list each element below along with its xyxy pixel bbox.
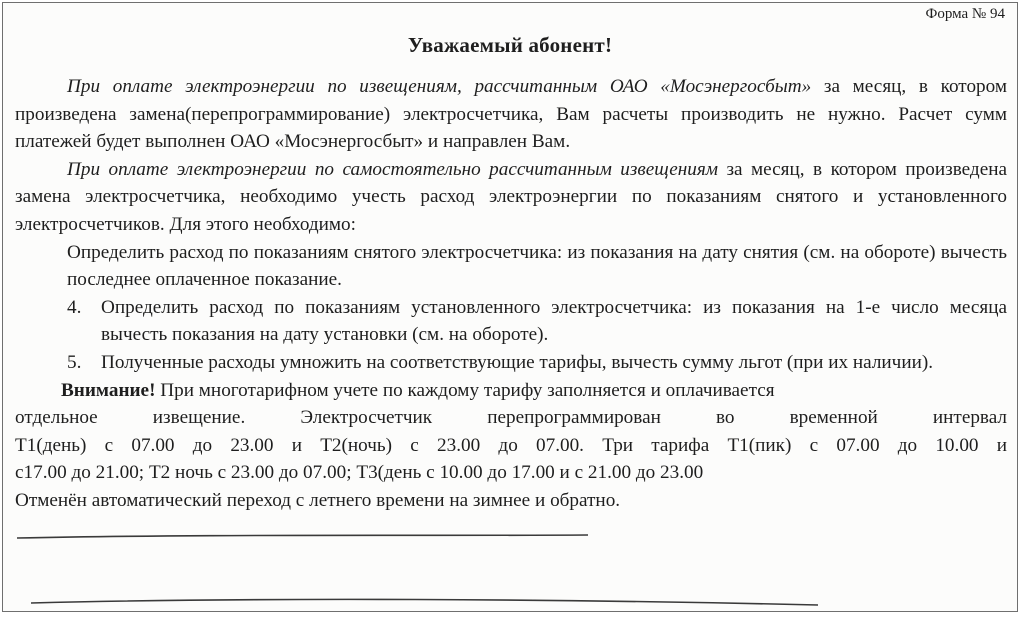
notice-line: отдельное извещение. Электросчетчик перепрограммирован во временной интервал — [15, 407, 1007, 429]
notice-line: Т1(день) с 07.00 до 23.00 и Т2(ночь) с 23.00 до 07.00. Три тарифа Т1(пик) с 07.00 до 10.00 и — [15, 434, 1007, 456]
paragraph-lead-italic: При оплате электроэнергии по самостоятельно рассчитанным извещениям — [67, 158, 718, 180]
step-number: 4. — [67, 296, 82, 318]
notice-line: с17.00 до 21.00; Т2 ночь с 23.00 до 07.00; Т3(день с 10.00 до 17.00 и с 21.00 до 23.00 — [15, 462, 704, 484]
paragraph-text: за месяц, в котором произведена замена электросчетчика, необходимо учесть расход электроэнергии по показаниям снятого и установленного электросчетчиков. Для этого необходимо: — [15, 158, 1007, 235]
step-text: Полученные расходы умножить на соответствующие тарифы, вычесть сумму льгот (при их наличии). — [101, 351, 934, 373]
paragraph-self-calculated — [15, 156, 1007, 239]
document-body — [15, 73, 1007, 515]
step-number: 5. — [67, 351, 82, 373]
paragraph-text: за месяц, в котором произведена замена(перепрограммирование) электросчетчика, Вам расчеты производить не нужно. Расчет сумм платежей будет выполнен ОАО «Мосэнергосбыт» и направлен Вам. — [15, 76, 1007, 153]
paragraph-prepared-invoices — [15, 73, 1007, 156]
form-number: Форма № 94 — [925, 6, 1005, 22]
notice-block — [15, 377, 1007, 515]
step-text: Определить расход по показаниям установленного электросчетчика: из показания на 1-е число месяца вычесть показания на дату установки (см. на обороте). — [101, 296, 1007, 346]
notice-text: При многотарифном учете по каждому тарифу заполняется и оплачивается — [155, 379, 775, 401]
step-removed-meter: Определить расход по показаниям снятого электросчетчика: из показания на дату снятия (см. на обороте) вычесть последнее оплаченное показание. — [67, 241, 1007, 291]
paragraph-lead-italic: При оплате электроэнергии по извещениям, рассчитанным ОАО «Мосэнергосбыт» — [67, 76, 812, 97]
step-apply-tariffs — [67, 349, 1007, 377]
underline-stroke — [31, 599, 818, 605]
notice-label: Внимание! — [61, 379, 156, 401]
underline-stroke — [17, 535, 588, 538]
notice-line: Отменён автоматический переход с летнего времени на зимнее и обратно. — [15, 489, 621, 511]
notice-line — [15, 377, 1007, 405]
notice-sheet — [2, 2, 1018, 612]
document-title: Уважаемый абонент! — [407, 33, 613, 57]
step-installed-meter — [67, 294, 1007, 349]
